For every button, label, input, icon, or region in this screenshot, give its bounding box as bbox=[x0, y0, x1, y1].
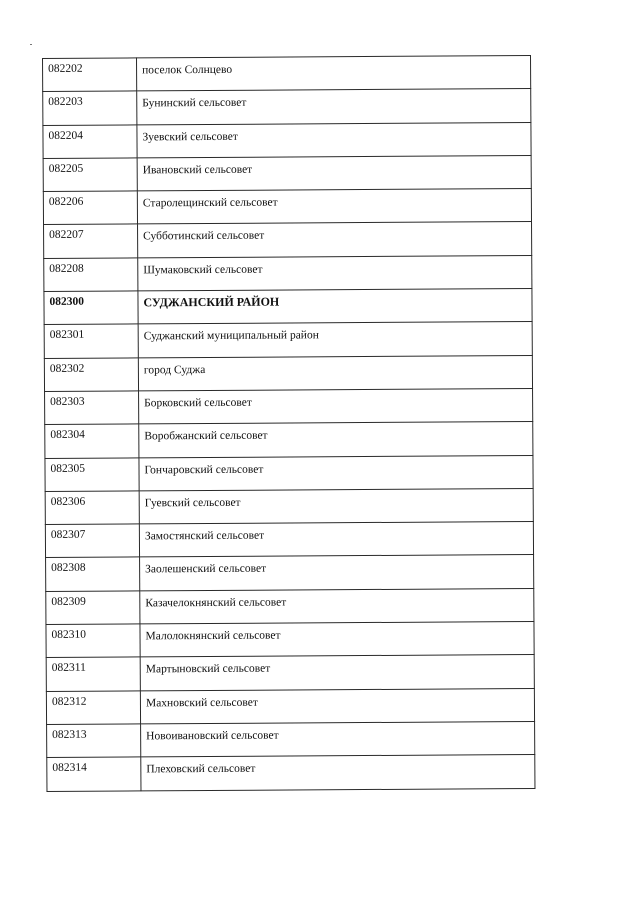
table-row bbox=[43, 122, 531, 158]
row-code: 082303 bbox=[45, 391, 139, 425]
table-row bbox=[44, 289, 532, 325]
row-code: 082302 bbox=[44, 358, 138, 392]
table-row bbox=[46, 622, 534, 658]
table-row bbox=[46, 655, 534, 691]
row-code: 082203 bbox=[43, 91, 137, 125]
row-code: 082314 bbox=[47, 757, 141, 791]
row-name: Махновский сельсовет bbox=[140, 688, 534, 724]
row-code: 082207 bbox=[44, 224, 138, 258]
row-name: СУДЖАНСКИЙ РАЙОН bbox=[138, 289, 532, 325]
row-name: Воробжанский сельсовет bbox=[139, 422, 533, 458]
row-code: 082304 bbox=[45, 424, 139, 458]
row-code: 082305 bbox=[45, 457, 139, 491]
row-code: 082301 bbox=[44, 324, 138, 358]
table-body bbox=[43, 56, 535, 791]
row-code: 082311 bbox=[46, 657, 140, 691]
row-code: 082205 bbox=[43, 158, 137, 192]
row-name: Гуевский сельсовет bbox=[139, 488, 533, 524]
row-name: Ивановский сельсовет bbox=[137, 155, 531, 191]
row-code: 082202 bbox=[43, 58, 137, 92]
table-row bbox=[44, 222, 532, 258]
table-row bbox=[47, 755, 535, 791]
row-name: город Суджа bbox=[138, 355, 532, 391]
row-name: Замостянский сельсовет bbox=[139, 522, 533, 558]
row-code: 082306 bbox=[45, 491, 139, 525]
table-row bbox=[43, 56, 531, 92]
table-row bbox=[45, 488, 533, 524]
table-row bbox=[45, 422, 533, 458]
row-name: Борковский сельсовет bbox=[139, 388, 533, 424]
row-name: Новоивановский сельсовет bbox=[141, 721, 535, 757]
table-row bbox=[45, 388, 533, 424]
table-row bbox=[43, 155, 531, 191]
row-code: 082313 bbox=[47, 724, 141, 758]
row-name: Старолещинский сельсовет bbox=[137, 189, 531, 225]
row-name: Малолокнянский сельсовет bbox=[140, 622, 534, 658]
table-row bbox=[46, 588, 534, 624]
row-name: поселок Солнцево bbox=[137, 56, 531, 92]
row-name: Бунинский сельсовет bbox=[137, 89, 531, 125]
row-name: Заолешенский сельсовет bbox=[140, 555, 534, 591]
row-code: 082300 bbox=[44, 291, 138, 325]
table-row bbox=[46, 555, 534, 591]
row-name: Шумаковский сельсовет bbox=[138, 255, 532, 291]
row-name: Казачелокнянский сельсовет bbox=[140, 588, 534, 624]
row-code: 082307 bbox=[45, 524, 139, 558]
row-name: Суджанский муниципальный район bbox=[138, 322, 532, 358]
table-row bbox=[45, 522, 533, 558]
table-row bbox=[43, 89, 531, 125]
table-row bbox=[43, 189, 531, 225]
row-code: 082309 bbox=[46, 591, 140, 625]
row-code: 082204 bbox=[43, 125, 137, 159]
row-name: Субботинский сельсовет bbox=[138, 222, 532, 258]
row-name: Плеховский сельсовет bbox=[141, 755, 535, 791]
row-name: Гончаровский сельсовет bbox=[139, 455, 533, 491]
row-code: 082312 bbox=[46, 691, 140, 725]
row-code: 082206 bbox=[43, 191, 137, 225]
row-code: 082308 bbox=[46, 557, 140, 591]
row-name: Зуевский сельсовет bbox=[137, 122, 531, 158]
table-row bbox=[47, 721, 535, 757]
row-name: Мартыновский сельсовет bbox=[140, 655, 534, 691]
scan-speck bbox=[30, 44, 32, 45]
row-code: 082310 bbox=[46, 624, 140, 658]
table-row bbox=[44, 255, 532, 291]
table-row bbox=[45, 455, 533, 491]
table-row bbox=[44, 355, 532, 391]
municipality-code-table bbox=[42, 55, 535, 792]
row-code: 082208 bbox=[44, 258, 138, 292]
table-row bbox=[44, 322, 532, 358]
table-row bbox=[46, 688, 534, 724]
